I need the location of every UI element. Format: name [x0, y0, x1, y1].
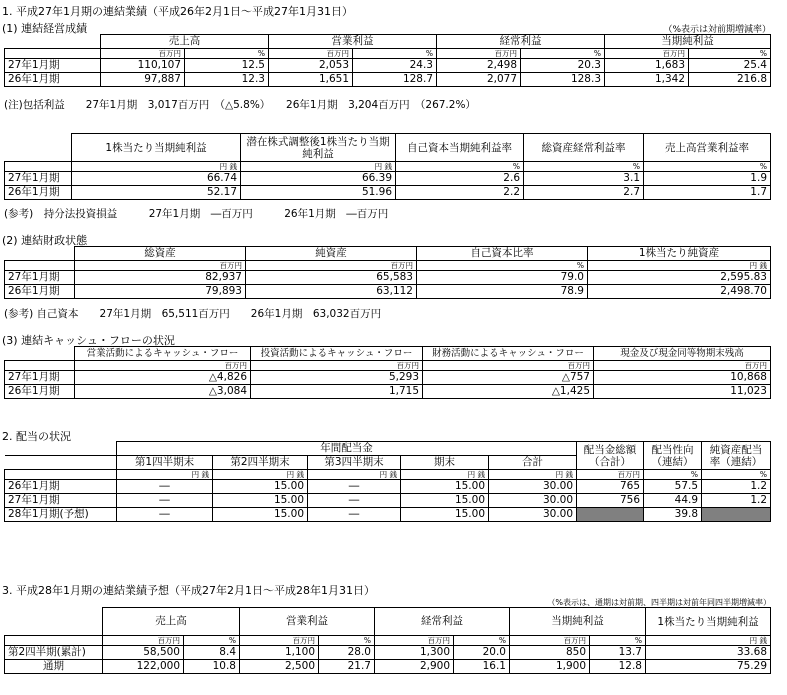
value-cell: 128.7: [353, 73, 437, 87]
row-label: 通期: [5, 660, 103, 674]
value-cell: 51.96: [241, 186, 396, 200]
unit-cell: %: [454, 636, 510, 646]
header-roa: 総資産経常利益率: [524, 134, 644, 162]
header-eps: 1株当たり当期純利益: [72, 134, 241, 162]
value-cell: 1,900: [510, 660, 590, 674]
value-cell: 15.00: [401, 508, 489, 522]
value-cell: 1,342: [605, 73, 689, 87]
value-cell: 12.5: [185, 59, 269, 73]
unit-cell: 百万円: [594, 361, 771, 371]
header-year-end: 期末: [401, 456, 489, 470]
unit-cell: 百万円: [437, 49, 521, 59]
value-cell: 1.2: [702, 480, 771, 494]
table-row: [5, 172, 771, 186]
value-cell: 58,500: [103, 646, 184, 660]
corner-cell: [5, 35, 101, 49]
header-total-dividends: 配当金総額（合計）: [577, 442, 644, 470]
header-net-assets: 純資産: [246, 247, 417, 261]
unit-cell: 百万円: [269, 49, 353, 59]
value-cell: 66.39: [241, 172, 396, 186]
corner-cell: [5, 608, 103, 636]
value-cell: 28.0: [319, 646, 375, 660]
header-q2: 第2四半期末: [213, 456, 308, 470]
table-row: [5, 186, 771, 200]
value-cell: 2.2: [396, 186, 524, 200]
table-row: [5, 59, 771, 73]
table-row: [5, 73, 771, 87]
value-cell: ―: [308, 508, 401, 522]
corner-cell: [5, 442, 117, 456]
unit-cell: 百万円: [375, 636, 454, 646]
shaded-cell: [702, 508, 771, 522]
subsection-financial-position: (2) 連結財政状態: [2, 234, 88, 247]
unit-cell: 百万円: [423, 361, 594, 371]
header-sales: 売上高: [103, 608, 240, 636]
header-q3: 第3四半期末: [308, 456, 401, 470]
value-cell: 1.9: [644, 172, 771, 186]
subsection-operating-results: (1) 連結経営成績: [2, 22, 88, 35]
header-operating-income: 営業利益: [240, 608, 375, 636]
row-label: 27年1月期: [5, 371, 75, 385]
value-cell: 122,000: [103, 660, 184, 674]
value-cell: 3.1: [524, 172, 644, 186]
value-cell: 1,100: [240, 646, 319, 660]
unit-cell: 円 銭: [489, 470, 577, 480]
unit-cell: %: [524, 162, 644, 172]
row-label: 28年1月期(予想): [5, 508, 117, 522]
value-cell: 1,300: [375, 646, 454, 660]
unit-cell: 百万円: [251, 361, 423, 371]
unit-cell: 円 銭: [308, 470, 401, 480]
forecast-pct-note: （%表示は、通期は対前期、四半期は対前年同四半期増減率）: [547, 598, 771, 607]
unit-cell: %: [184, 636, 240, 646]
value-cell: 10,868: [594, 371, 771, 385]
row-label: 27年1月期: [5, 172, 72, 186]
value-cell: 1.7: [644, 186, 771, 200]
table-row: [5, 285, 771, 299]
value-cell: ―: [308, 480, 401, 494]
corner-cell: [5, 347, 75, 361]
unit-cell: %: [702, 470, 771, 480]
value-cell: 2,498: [437, 59, 521, 73]
header-operating-margin: 売上高営業利益率: [644, 134, 771, 162]
header-equity-ratio: 自己資本比率: [417, 247, 588, 261]
value-cell: 2.7: [524, 186, 644, 200]
header-dividend-ratio: 純資産配当率（連結）: [702, 442, 771, 470]
value-cell: 2.6: [396, 172, 524, 186]
table-row: [5, 480, 771, 494]
value-cell: 66.74: [72, 172, 241, 186]
unit-spacer: [5, 361, 75, 371]
header-net-income: 当期純利益: [510, 608, 646, 636]
unit-cell: 円 銭: [213, 470, 308, 480]
value-cell: 1,651: [269, 73, 353, 87]
header-ordinary-income: 経常利益: [437, 35, 605, 49]
unit-cell: 円 銭: [72, 162, 241, 172]
value-cell: 82,937: [75, 271, 246, 285]
unit-cell: 百万円: [605, 49, 689, 59]
value-cell: ―: [117, 494, 213, 508]
value-cell: 5,293: [251, 371, 423, 385]
value-cell: △4,826: [75, 371, 251, 385]
corner-cell: [5, 134, 72, 162]
header-financing-cf: 財務活動によるキャッシュ・フロー: [423, 347, 594, 361]
value-cell: 16.1: [454, 660, 510, 674]
row-label: 26年1月期: [5, 73, 101, 87]
value-cell: 1,683: [605, 59, 689, 73]
unit-cell: %: [417, 261, 588, 271]
value-cell: 25.4: [689, 59, 771, 73]
unit-cell: 円 銭: [588, 261, 771, 271]
header-annual-dividends: 年間配当金: [117, 442, 577, 456]
operating-results-table: [4, 34, 771, 87]
value-cell: 12.8: [590, 660, 646, 674]
header-cash-balance: 現金及び現金同等物期末残高: [594, 347, 771, 361]
value-cell: 216.8: [689, 73, 771, 87]
value-cell: 57.5: [644, 480, 702, 494]
unit-spacer: [5, 470, 117, 480]
value-cell: △3,084: [75, 385, 251, 399]
unit-cell: %: [644, 162, 771, 172]
value-cell: 30.00: [489, 508, 577, 522]
equity-note: (参考) 自己資本 27年1月期 65,511百万円 26年1月期 63,032百万円: [4, 308, 382, 320]
value-cell: 75.29: [646, 660, 771, 674]
unit-cell: 百万円: [75, 261, 246, 271]
header-ordinary-income: 経常利益: [375, 608, 510, 636]
row-label: 26年1月期: [5, 480, 117, 494]
unit-spacer: [5, 49, 101, 59]
section-1-title: 1. 平成27年1月期の連結業績（平成26年2月1日～平成27年1月31日）: [2, 5, 353, 18]
table-row: [5, 385, 771, 399]
row-label: 26年1月期: [5, 285, 75, 299]
value-cell: 52.17: [72, 186, 241, 200]
per-share-table: [4, 133, 771, 200]
value-cell: 2,500: [240, 660, 319, 674]
row-label: 27年1月期: [5, 59, 101, 73]
value-cell: 44.9: [644, 494, 702, 508]
header-payout-ratio: 配当性向（連結）: [644, 442, 702, 470]
value-cell: 1,715: [251, 385, 423, 399]
value-cell: 2,900: [375, 660, 454, 674]
table-row: [5, 271, 771, 285]
table-row: [5, 371, 771, 385]
value-cell: 39.8: [644, 508, 702, 522]
section-3-title: 3. 平成28年1月期の連結業績予想（平成27年2月1日～平成28年1月31日）: [2, 584, 375, 597]
header-diluted-eps: 潜在株式調整後1株当たり当期純利益: [241, 134, 396, 162]
unit-spacer: [5, 162, 72, 172]
corner-cell: [5, 456, 117, 470]
value-cell: 2,595.83: [588, 271, 771, 285]
value-cell: 8.4: [184, 646, 240, 660]
unit-cell: %: [353, 49, 437, 59]
comprehensive-income-note: (注)包括利益 27年1月期 3,017百万円 （△5.8%） 26年1月期 3,204百万円 （267.2%）: [4, 99, 476, 111]
header-investing-cf: 投資活動によるキャッシュ・フロー: [251, 347, 423, 361]
value-cell: 756: [577, 494, 644, 508]
value-cell: 20.0: [454, 646, 510, 660]
unit-cell: 円 銭: [646, 636, 771, 646]
header-roe: 自己資本当期純利益率: [396, 134, 524, 162]
section-2-title: 2. 配当の状況: [2, 430, 71, 443]
header-bps: 1株当たり純資産: [588, 247, 771, 261]
value-cell: ―: [117, 480, 213, 494]
header-net-income: 当期純利益: [605, 35, 771, 49]
value-cell: 30.00: [489, 480, 577, 494]
value-cell: 11,023: [594, 385, 771, 399]
value-cell: 850: [510, 646, 590, 660]
financial-position-table: [4, 246, 771, 299]
value-cell: ―: [308, 494, 401, 508]
value-cell: 79.0: [417, 271, 588, 285]
value-cell: 24.3: [353, 59, 437, 73]
unit-cell: %: [396, 162, 524, 172]
value-cell: 10.8: [184, 660, 240, 674]
row-label: 27年1月期: [5, 271, 75, 285]
value-cell: 15.00: [401, 494, 489, 508]
value-cell: △1,425: [423, 385, 594, 399]
unit-cell: %: [521, 49, 605, 59]
row-label: 26年1月期: [5, 186, 72, 200]
value-cell: 13.7: [590, 646, 646, 660]
pct-note: （%表示は対前期増減率）: [663, 25, 771, 35]
header-sales: 売上高: [101, 35, 269, 49]
header-operating-income: 営業利益: [269, 35, 437, 49]
unit-cell: 円 銭: [117, 470, 213, 480]
header-q1: 第1四半期末: [117, 456, 213, 470]
value-cell: 33.68: [646, 646, 771, 660]
unit-cell: %: [689, 49, 771, 59]
unit-cell: 百万円: [101, 49, 185, 59]
unit-cell: %: [644, 470, 702, 480]
corner-cell: [5, 247, 75, 261]
cash-flow-table: [4, 346, 771, 399]
header-operating-cf: 営業活動によるキャッシュ・フロー: [75, 347, 251, 361]
dividends-table: [4, 441, 771, 522]
value-cell: 65,583: [246, 271, 417, 285]
value-cell: 2,498.70: [588, 285, 771, 299]
table-row: [5, 646, 771, 660]
row-label: 第2四半期(累計): [5, 646, 103, 660]
header-total-assets: 総資産: [75, 247, 246, 261]
unit-cell: 円 銭: [401, 470, 489, 480]
unit-cell: %: [319, 636, 375, 646]
header-eps: 1株当たり当期純利益: [646, 608, 771, 636]
value-cell: 97,887: [101, 73, 185, 87]
value-cell: 128.3: [521, 73, 605, 87]
equity-method-note: (参考) 持分法投資損益 27年1月期 ―百万円 26年1月期 ―百万円: [4, 208, 389, 220]
unit-cell: 百万円: [246, 261, 417, 271]
value-cell: 30.00: [489, 494, 577, 508]
value-cell: ―: [117, 508, 213, 522]
value-cell: △757: [423, 371, 594, 385]
unit-cell: %: [185, 49, 269, 59]
value-cell: 15.00: [401, 480, 489, 494]
unit-spacer: [5, 261, 75, 271]
unit-spacer: [5, 636, 103, 646]
unit-cell: 百万円: [103, 636, 184, 646]
subsection-cash-flows: (3) 連結キャッシュ・フローの状況: [2, 334, 175, 347]
table-row: [5, 660, 771, 674]
value-cell: 15.00: [213, 480, 308, 494]
table-row: [5, 494, 771, 508]
value-cell: 110,107: [101, 59, 185, 73]
value-cell: 15.00: [213, 508, 308, 522]
value-cell: 78.9: [417, 285, 588, 299]
value-cell: 2,077: [437, 73, 521, 87]
shaded-cell: [577, 508, 644, 522]
unit-cell: 百万円: [75, 361, 251, 371]
value-cell: 15.00: [213, 494, 308, 508]
value-cell: 21.7: [319, 660, 375, 674]
unit-cell: 百万円: [510, 636, 590, 646]
value-cell: 20.3: [521, 59, 605, 73]
forecast-table: [4, 607, 771, 674]
unit-cell: 百万円: [577, 470, 644, 480]
value-cell: 79,893: [75, 285, 246, 299]
value-cell: 1.2: [702, 494, 771, 508]
value-cell: 2,053: [269, 59, 353, 73]
unit-cell: 円 銭: [241, 162, 396, 172]
table-row: [5, 508, 771, 522]
unit-cell: 百万円: [240, 636, 319, 646]
unit-cell: %: [590, 636, 646, 646]
value-cell: 63,112: [246, 285, 417, 299]
header-total: 合計: [489, 456, 577, 470]
value-cell: 765: [577, 480, 644, 494]
row-label: 26年1月期: [5, 385, 75, 399]
value-cell: 12.3: [185, 73, 269, 87]
row-label: 27年1月期: [5, 494, 117, 508]
